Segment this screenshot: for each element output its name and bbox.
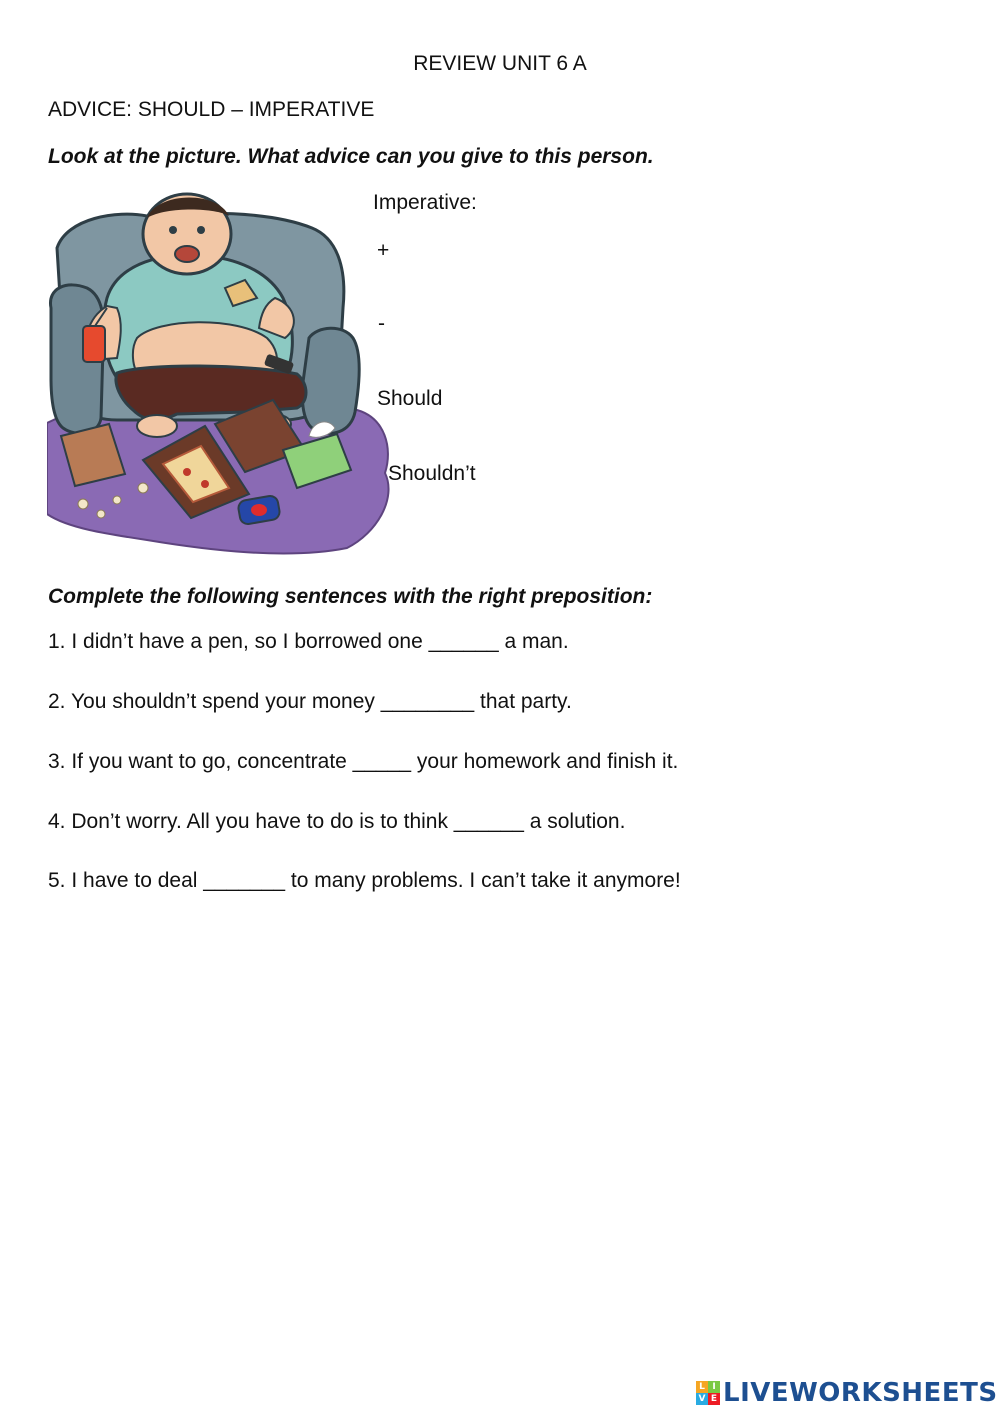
label-should: Should [377, 387, 443, 410]
instruction-picture: Look at the picture. What advice can you give to this person. [48, 145, 654, 168]
label-shouldnt: Shouldn’t [388, 462, 476, 485]
instruction-prepositions: Complete the following sentences with the right preposition: [48, 585, 653, 608]
liveworksheets-logo-icon: L I V E [696, 1381, 720, 1405]
page-title: REVIEW UNIT 6 A [413, 52, 587, 75]
junk-food-person-illustration [47, 188, 392, 560]
sentence-item: 1. I didn’t have a pen, so I borrowed one ______ a man. [48, 630, 569, 653]
label-plus: + [377, 239, 390, 262]
label-minus: - [378, 312, 385, 335]
liveworksheets-logo [696, 1377, 998, 1409]
logo-text: LIVEWORKSHEETS [723, 1378, 998, 1408]
section-subtitle: ADVICE: SHOULD – IMPERATIVE [48, 98, 375, 121]
label-imperative: Imperative: [373, 191, 477, 214]
sentence-item: 5. I have to deal _______ to many problems. I can’t take it anymore! [48, 869, 681, 892]
sentence-item: 3. If you want to go, concentrate _____ your homework and finish it. [48, 750, 679, 773]
sentence-item: 4. Don’t worry. All you have to do is to think ______ a solution. [48, 810, 626, 833]
sentence-item: 2. You shouldn’t spend your money ________ that party. [48, 690, 572, 713]
